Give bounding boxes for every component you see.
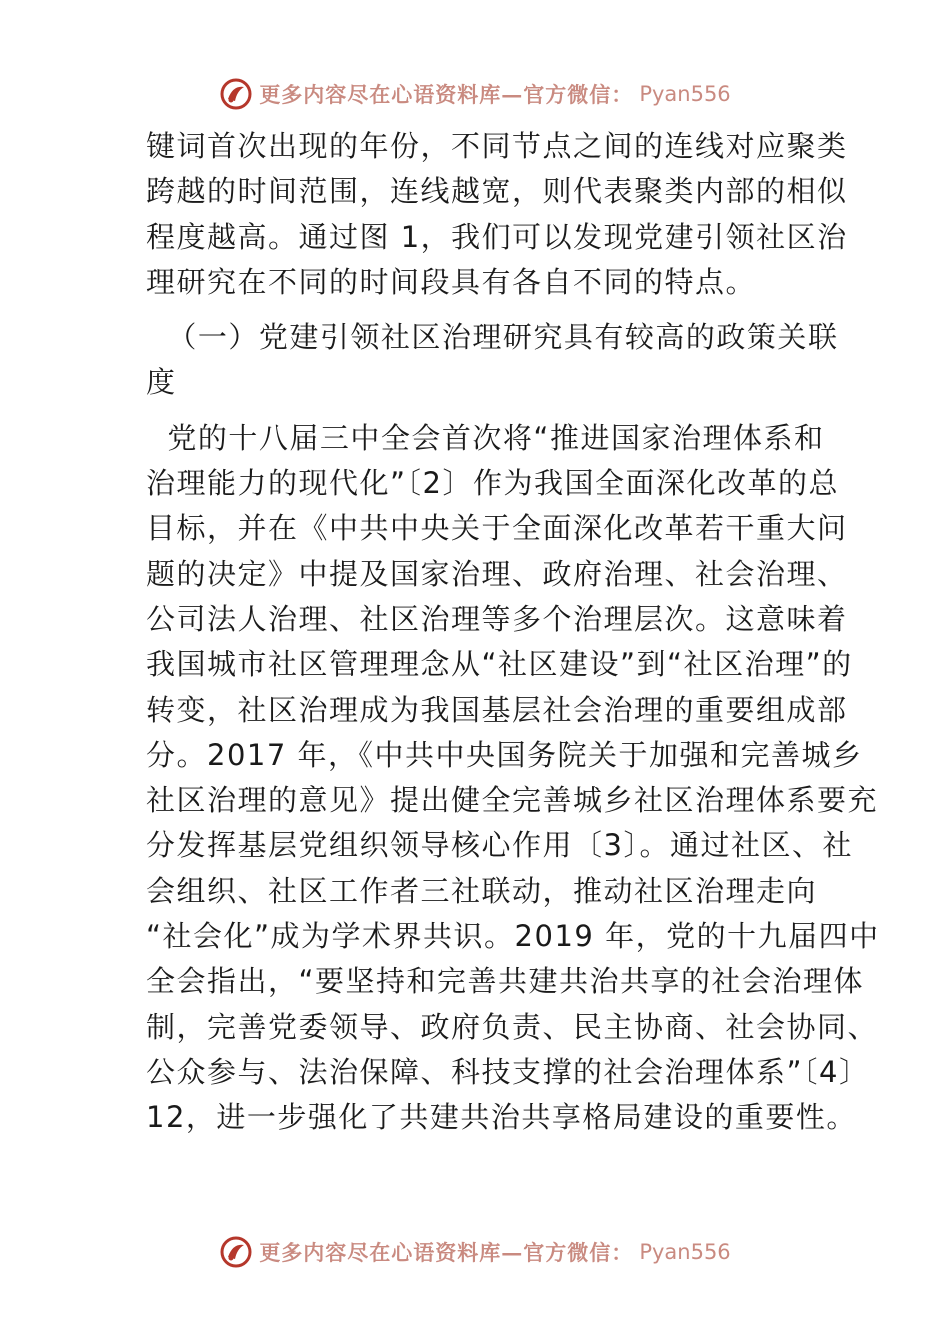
text-line: 理研究在不同的时间段具有各自不同的特点。 [146,264,757,299]
text-line: 我国城市社区管理理念从“社区建设”到“社区治理”的 [146,647,853,682]
text-line: 制，完善党委领导、政府负责、民主协商、社会协同、 [146,1009,879,1044]
section-heading [146,315,839,406]
text-line: 12，进一步强化了共建共治共享格局建设的重要性。 [146,1100,857,1135]
text-line: 社区治理的意见》提出健全完善城乡社区治理体系要充 [146,783,879,818]
text-line: 会组织、社区工作者三社联动，推动社区治理走向 [146,873,818,908]
text-line: “社会化”成为学术界共识。2019 年，党的十九届四中 [146,919,880,954]
watermark-contact: Pyan556 [639,1240,731,1264]
text-line: 党的十八届三中全会首次将“推进国家治理体系和 [146,420,825,455]
text-line: 跨越的时间范围，连线越宽，则代表聚类内部的相似 [146,174,848,209]
text-line: 分发挥基层党组织领导核心作用〔3〕。通过社区、社 [146,828,853,863]
text-line: 转变，社区治理成为我国基层社会治理的重要组成部 [146,692,848,727]
watermark-text: 更多内容尽在心语资料库—官方微信： [259,1240,634,1265]
text-line: 目标，并在《中共中央关于全面深化改革若干重大问 [146,511,848,546]
logo-icon [219,1235,253,1269]
heading-line: 度 [146,365,177,400]
header-watermark [0,74,950,114]
text-line: 全会指出，“要坚持和完善共建共治共享的社会治理体 [146,964,865,999]
watermark-contact: Pyan556 [639,82,731,106]
paragraph [146,124,848,305]
paragraph [146,416,880,1141]
footer-watermark [0,1232,950,1272]
text-line: 分。2017 年，《中共中央国务院关于加强和完善城乡 [146,737,863,772]
text-line: 题的决定》中提及国家治理、政府治理、社会治理、 [146,556,848,591]
heading-line: （一）党建引领社区治理研究具有较高的政策关联 [146,320,839,355]
logo-icon [219,77,253,111]
text-line: 键词首次出现的年份，不同节点之间的连线对应聚类 [146,129,848,163]
watermark-text: 更多内容尽在心语资料库—官方微信： [259,82,634,107]
text-line: 治理能力的现代化”〔2〕作为我国全面深化改革的总 [146,466,839,501]
document-body [146,124,880,1141]
text-line: 程度越高。通过图 1，我们可以发现党建引领社区治 [146,219,848,254]
text-line: 公司法人治理、社区治理等多个治理层次。这意味着 [146,601,848,636]
text-line: 公众参与、法治保障、科技支撑的社会治理体系”〔4〕 [146,1054,870,1089]
